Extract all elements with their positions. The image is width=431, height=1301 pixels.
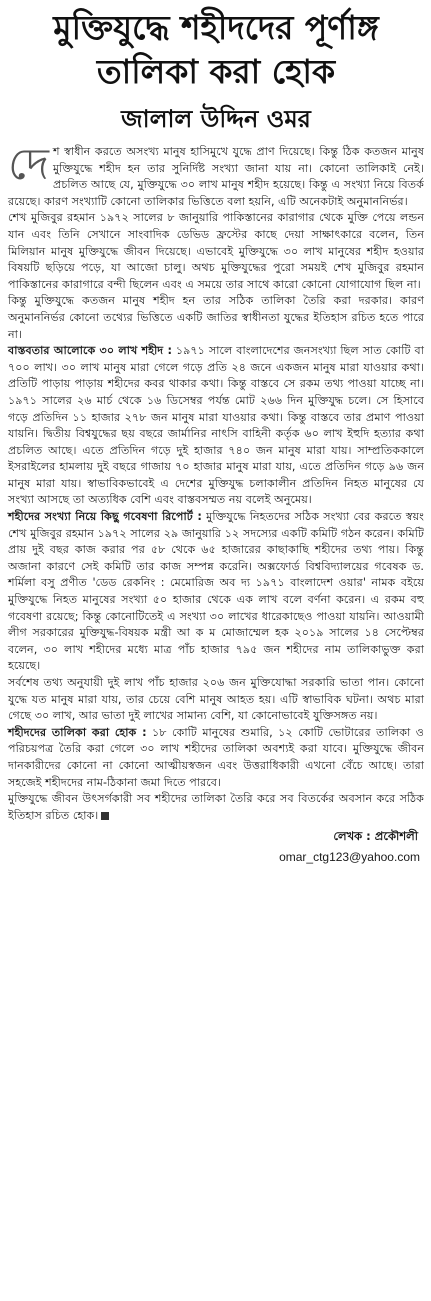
paragraph-text: ১৯৭১ সালে বাংলাদেশের জনসংখ্যা ছিল সাত কোটি বা ৭০০ লাখ। ৩০ লাখ মানুষ মারা গেলে গড়ে প্রতি ২৪ জনে একজন মানুষ মারা যাওয়ার কথা। প্রতিটি পাড়ায় পাড়ায় শহীদের কবর থাকার কথা। কিন্তু বাস্তবে সে রকম তথ্য পাওয়া যাচ্ছে না। ১৯৭১ সালের ২৬ মার্চ থেকে ১৬ ডিসেম্বর পর্যন্ত মোট ২৬৬ দিন মুক্তিযুদ্ধ চলে। সে হিসাবে গড়ে প্রতিদিন ১১ হাজার ২৭৮ জন মানুষ মারা যাওয়ার কথা। কিন্তু বাস্তবে তার প্রমাণ পাওয়া যায়নি। দ্বিতীয় বিশ্বযুদ্ধের ছয় বছরে জার্মানির নাৎসি বাহিনী কর্তৃক ৬০ লাখ ইহুদি হত্যার কথা প্রচলিত আছে। এতে প্রতিদিন গড়ে দুই হাজার ৭৪০ জন মানুষ মারা যায়। সাম্প্রতিককালে ইসরাইলের হামলায় দুই বছরে গাজায় ৭০ হাজার মানুষ মারা যায়, এতে প্রতিদিন গড়ে ৯৬ জন মানুষ মারা যায়। স্বাভাবিকভাবেই এ দেশের মুক্তিযুদ্ধ চলাকালীন প্রতিদিন নিহত মানুষের যে সংখ্যা আসছে তা অত্যধিক বেশি এবং বাস্তবসম্মত নয় বলেই অনুমেয়। bbox=[8, 344, 424, 507]
paragraph-section-3 bbox=[8, 725, 424, 791]
author-byline: জালাল উদ্দিন ওমর bbox=[121, 105, 311, 133]
author-email: omar_ctg123@yahoo.com bbox=[279, 850, 420, 865]
paragraph-text: মুক্তিযুদ্ধে নিহতদের সঠিক সংখ্যা বের করতে স্বয়ং শেখ মুজিবুর রহমান ১৯৭২ সালের ২৯ জানুয়ারি ১২ সদস্যের একটি কমিটি গঠন করেন। কমিটি প্রায় দুই বছর কাজ করার পর ৫৮ থেকে ৬৫ হাজারের কাছাকাছি শহীদের তথ্য পায়। কিন্তু অজানা কারণে সেই কমিটি তার কাজ সম্পন্ন করেনি। অক্সফোর্ড বিশ্ববিদ্যালয়ের গবেষক ড. শর্মিলা বসু প্রণীত 'ডেড রেকনিং : মেমোরিজ অব দ্য ১৯৭১ বাংলাদেশ ওয়ার' নামক বইয়ে মুক্তিযুদ্ধে নিহত মানুষের সংখ্যা ৫০ হাজার থেকে এক লাখ বলে বর্ণনা করেন। এ রকম বহু গবেষণা রয়েছে; কিন্তু কোনোটিতেই এ সংখ্যা ৩০ লাখের ধারেকাছেও পাওয়া যায়নি। আওয়ামী লীগ সরকারের মুক্তিযুদ্ধ-বিষয়ক মন্ত্রী আ ক ম মোজাম্মেল হক ২০১৯ সালের ১৪ সেপ্টেম্বর বলেন, ৩০ লাখ শহীদের মধ্যে মাত্র পাঁচ হাজার ৭৯৫ জন শহীদের নাম তালিকাভুক্ত করা হয়েছে। bbox=[8, 510, 424, 673]
paragraph-section-1 bbox=[8, 343, 424, 509]
article-body bbox=[8, 139, 425, 824]
author-signature: লেখক : প্রকৌশলী bbox=[333, 829, 418, 844]
article bbox=[8, 6, 424, 864]
headline-line-1: মুক্তিযুদ্ধে শহীদদের পূর্ণাঙ্গ bbox=[53, 8, 379, 47]
paragraph-text: শ স্বাধীন করতে অসংখ্য মানুষ হাসিমুখে যুদ্ধে প্রাণ দিয়েছে। কিন্তু ঠিক কতজন মানুষ মুক্তিযুদ্ধে শহীদ হন তার সুনির্দিষ্ট সংখ্যা জানা যায় না। কোনো তালিকাই নেই। প্রচলিত আছে যে, মুক্তিযুদ্ধে ৩০ লাখ মানুষ শহীদ হয়েছে। কিন্তু এ সংখ্যা নিয়ে বিতর্ক রয়েছে। কারণ সংখ্যাটি কোনো তালিকার ভিত্তিতে বলা হয়নি, এটি অনেকটাই অনুমাননির্ভর। bbox=[8, 145, 424, 208]
paragraph: শেখ মুজিবুর রহমান ১৯৭২ সালের ৮ জানুয়ারি পাকিস্তানের কারাগার থেকে মুক্তি পেয়ে লন্ডন যান এবং তিনি সেখানে সাংবাদিক ডেভিড ফ্রস্টের কাছে দেয়া সাক্ষাৎকারে বলেন, তিন মিলিয়ান মানুষ মুক্তিযুদ্ধে জীবন দিয়েছে। এভাবেই মুক্তিযুদ্ধে ৩০ লাখ মানুষের শহীদ হওয়ার বিষয়টি ছড়িয়ে পড়ে, যা আজো চালু। অথচ মুক্তিযুদ্ধের পুরো সময়ই শেখ মুজিবুর রহমান পাকিস্তানের কারাগারে বন্দী ছিলেন এবং এ সময়ে তার সাথে কারো কোনো যোগাযোগ ছিল না। bbox=[8, 211, 424, 291]
headline-line-2: তালিকা করা হোক bbox=[96, 52, 336, 91]
subheading: শহীদের সংখ্যা নিয়ে কিছু গবেষণা রিপোর্ট : bbox=[8, 510, 202, 524]
paragraph-text: মুক্তিযুদ্ধে জীবন উৎসর্গকারী সব শহীদের তালিকা তৈরি করে সব বিতর্কের অবসান করে সঠিক ইতিহাস রচিত হোক। bbox=[8, 792, 424, 822]
headline bbox=[8, 6, 424, 94]
paragraph: সর্বশেষ তথ্য অনুযায়ী দুই লাখ পাঁচ হাজার ২০৬ জন মুক্তিযোদ্ধা সরকারি ভাতা পান। কোনো যুদ্ধে যত মানুষ মারা যায়, তার চেয়ে বেশি মানুষ আহত হয়। এটি স্বাভাবিক ঘটনা। অথচ মারা গেছে ৩০ লাখ, আর ভাতা দুই লাখের সামান্য বেশি, যা কোনোভাবেই যুক্তিসঙ্গত নয়। bbox=[8, 676, 424, 723]
paragraph-closing bbox=[8, 791, 424, 824]
subheading: শহীদদের তালিকা করা হোক : bbox=[8, 725, 147, 739]
paragraph-section-2 bbox=[8, 509, 424, 675]
end-mark-icon bbox=[101, 812, 109, 820]
paragraph-intro bbox=[8, 139, 424, 210]
drop-cap: দে bbox=[8, 139, 49, 190]
paragraph: কিন্তু মুক্তিযুদ্ধে কতজন মানুষ শহীদ হন তার সঠিক তালিকা তৈরি করা দরকার। কারণ অনুমাননির্ভর কোনো তথ্যের ভিত্তিতে একটি জাতির স্বাধীনতা যুদ্ধের ইতিহাস রচিত হতে পারে না। bbox=[8, 294, 424, 341]
subheading: বাস্তবতার আলোকে ৩০ লাখ শহীদ : bbox=[8, 344, 172, 358]
paragraph-text: ১৮ কোটি মানুষের শুমারি, ১২ কোটি ভোটারের তালিকা ও পরিচয়পত্র তৈরি করা গেলে ৩০ লাখ শহীদের তালিকা অবশ্যই করা যাবে। মুক্তিযুদ্ধে জীবন দানকারীদের কোনো না কোনো আত্মীয়স্বজন এবং উত্তরাধিকারী এখনো বেঁচে আছে। তারা সহজেই শহীদদের নাম-ঠিকানা জমা দিতে পারবে। bbox=[8, 725, 425, 789]
